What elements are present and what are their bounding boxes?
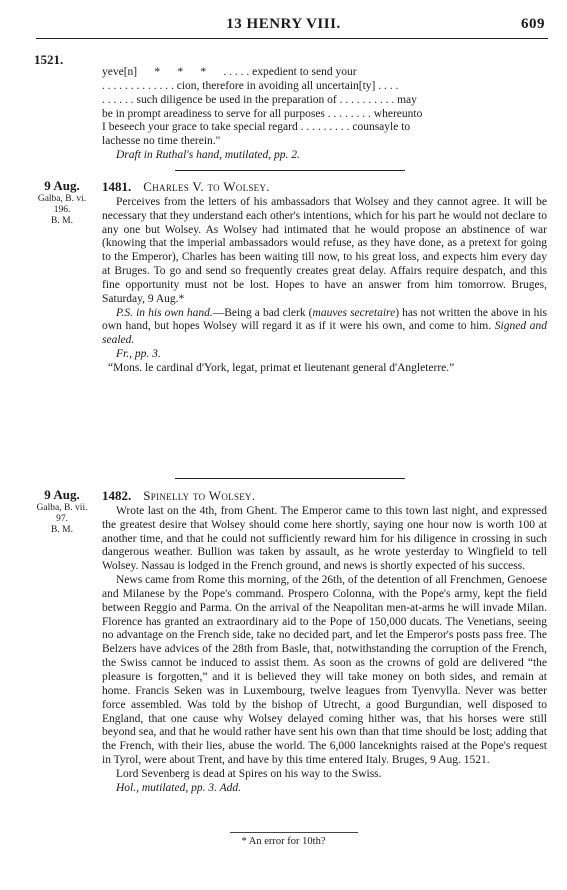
manuscript-reference: Galba, B. vii. 97. [36,503,88,524]
entry-date: 9 Aug. [44,487,80,502]
postscript-label: P.S. in his own hand. [116,306,213,319]
section-divider [175,170,405,171]
entry-title: Spinelly to Wolsey. [143,488,256,503]
postscript-text: —Being a bad clerk ( [212,306,313,319]
continuation-line: lachesse no time therein." [102,135,221,148]
repository: B. M. [51,525,73,535]
header-rule [36,38,548,39]
source-note: Hol., mutilated, pp. 3. Add. [116,781,242,794]
postscript-signed: Signed and sealed. [102,320,547,347]
entry-title: Charles V. to Wolsey. [143,179,270,194]
entry-text: Perceives from the letters of his ambassadors that Wolsey and they cannot agree. It will be necessary that they understand each other's intentions, which for his part he would not declare to any one but Wolsey. As Wolsey had intimated that he would propose an abstinence of war (knowing that the imperial ambassadors would refuse, as they have done, as a pretext for going to the Emperor), Charles has been waiting till now, to his great loss, and expects him every day at Bruges. To go and send so frequently creates great delay. Affairs require despatch, and this fine opportunity must not be lost. Hopes to have an answer from him tomorrow. Bruges, Saturday, 9 Aug.* [102,195,547,305]
footnote: * An error for 10th? [241,836,326,847]
entry-text: Lord Sevenberg is dead at Spires on his way to the Swiss. [116,767,382,780]
continuation-line: be in prompt areadiness to serve for all purposes . . . . . . . . whereunto [102,107,423,120]
margin-year: 1521. [34,52,64,67]
address-line: “Mons. le cardinal d'York, legat, primat et lieutenant general d'Angleterre.” [108,361,455,374]
continuation-block [102,66,547,163]
entry-date: 9 Aug. [44,178,80,193]
entry-text: News came from Rome this morning, of the 26th, of the detention of all Frenchmen, Genoese and Milanese by the Pope's command. Prospero Colonna, with the Pope's army, kept the field between Reggio and Parma. On the arrival of the Neapolitan men-at-arms he will invade Milan. Florence has granted an extraordinary aid to the Pope of 150,000 ducats. The Venetians, seeing no advantage on the French side, take no decided part, and let the Emperor's posts pass free. The Belzers have advices of the 28th from Basle, that, notwithstanding the corruption of the French, the Swiss cannot be induced to assist them. As soon as the crowns of gold are delivered “the pleasure is forgotten,” and it is believed they will take money on both sides, and remain at home. Francis Seken was in Luxembourg, twelve leagues from Tyenvylla. Never was better force assembled. Was told by the bishop of Utrecht, a good Burgundian, well disposed to England, that one cause why Wolsey delayed coming hither was, that his horses were still beyond sea, and that he would rather have sent his own than that time should be lost; adding that the French, with their lies, abuse the world. The 6,000 lanceknights raised at the Pope's request in Tyrol, were about Trent, and have by this time entered Italy. Bruges, 9 Aug. 1521. [102,574,547,767]
entry-margin-1482 [30,489,94,536]
entry-1481 [102,180,547,376]
source-note: Fr., pp. 3. [116,348,161,361]
postscript-quote: mauves secretaire [312,306,396,319]
manuscript-reference: Galba, B. vi. 196. [37,194,87,215]
entry-1482 [102,489,547,796]
continuation-line: . . . . . . . . . . . . . cion, therefore in avoiding all uncertain[ty] . . . . [102,79,399,92]
repository: B. M. [51,216,73,226]
footnote-rule [230,832,358,833]
continuation-line: yeve[n] * * * . . . . . expedient to send your [102,66,357,78]
continuation-line: I beseech your grace to take special regard . . . . . . . . . counsayle to [102,121,411,134]
continuation-line: . . . . . . such diligence be used in the preparation of . . . . . . . . . . may [102,93,417,106]
running-header-title: 13 HENRY VIII. [226,16,341,32]
entry-number: 1482. [102,488,132,503]
postscript [102,307,547,349]
entry-heading [102,180,547,194]
entry-margin-1481 [30,180,94,227]
source-note: Draft in Ruthal's hand, mutilated, pp. 2. [116,149,300,162]
postscript-text: ) has not written the above in his own hand, but hopes Wolsey will regard it as if it were his own, and come to him. [102,306,548,333]
entry-number: 1481. [102,179,132,194]
section-divider [175,478,405,479]
entry-text: Wrote last on the 4th, from Ghent. The Emperor came to this town last night, and expressed the greatest desire that Wolsey should come here shortly, saying one hour now is worth 100 at another time, and that he could not sufficiently reward him for his diligence in crossing in such dangerous weather. Bullion was taken by assault, as he wrote yesterday to Wingfield to tell Wolsey. Nassau is lodged in the French ground, and news is shortly expected of his success. [102,504,547,573]
entry-heading [102,489,547,503]
page-number: 609 [521,16,545,32]
